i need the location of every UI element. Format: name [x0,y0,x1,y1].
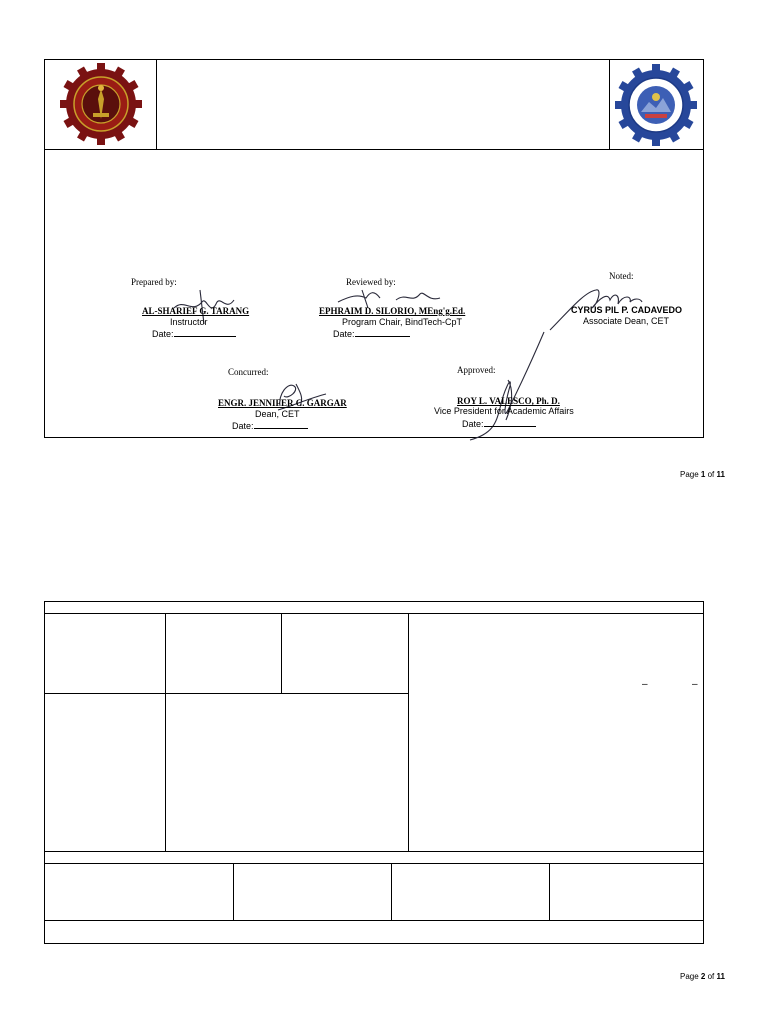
dash-mark: – [692,679,698,690]
concurred-date-field [232,419,308,431]
date-label: Date: [152,329,174,339]
date-label: Date: [462,419,484,429]
approved-date-field [462,417,536,429]
date-blank [355,327,410,337]
prepared-date-field [152,327,236,339]
page-2-table-frame [44,601,704,944]
table-rule-1 [44,613,704,614]
reviewed-position: Program Chair, BindTech-CpT [342,317,463,327]
approved-name: ROY L. VALESCO, Ph. D. [457,396,560,406]
page-prefix: Page [680,972,701,981]
footer-col-3 [549,863,550,920]
page-total: 11 [716,470,725,479]
page-number-2 [680,972,725,981]
noted-position: Associate Dean, CET [583,316,670,326]
concurred-position: Dean, CET [255,409,300,419]
date-blank [174,327,236,337]
page-current: 1 [700,470,706,479]
noted-label: Noted: [609,271,634,281]
page-current: 2 [700,972,706,981]
page-number-1 [680,470,725,479]
page-total: 11 [716,972,725,981]
prepared-by-label: Prepared by: [131,277,177,287]
approved-label: Approved: [457,365,496,375]
noted-name: CYRUS PIL P. CADAVEDO [571,305,683,315]
reviewed-date-field [333,327,410,339]
date-label: Date: [232,421,254,431]
prepared-position: Instructor [170,317,208,327]
prepared-name: AL-SHARIEF G. TARANG [142,306,250,316]
table-col-3 [408,613,409,851]
table-col-1 [165,613,166,851]
concurred-name: ENGR. JENNIFER C. GARGAR [218,398,347,408]
left-logo-divider [156,59,157,150]
page-of: of [705,972,717,981]
table-rule-4 [44,920,704,921]
table-rule-3 [44,863,704,864]
reviewed-name: EPHRAIM D. SILORIO, MEng'g.Ed. [319,306,466,316]
table-col-2 [281,613,282,693]
date-label: Date: [333,329,355,339]
header-divider [44,149,704,150]
college-gear-seal-icon [615,64,697,146]
university-gear-seal-icon [60,63,142,145]
concurred-label: Concurred: [228,367,269,377]
footer-col-1 [233,863,234,920]
footer-col-2 [391,863,392,920]
date-blank [254,419,308,429]
date-blank [484,417,536,427]
reviewed-by-label: Reviewed by: [346,277,396,287]
page-of: of [705,470,717,479]
table-rule-5 [44,693,409,694]
dash-mark: – [642,679,648,690]
page-prefix: Page [680,470,701,479]
table-rule-2 [44,851,704,852]
approved-position: Vice President for Academic Affairs [434,406,574,416]
right-logo-divider [609,59,610,150]
page-1-frame [44,59,704,438]
